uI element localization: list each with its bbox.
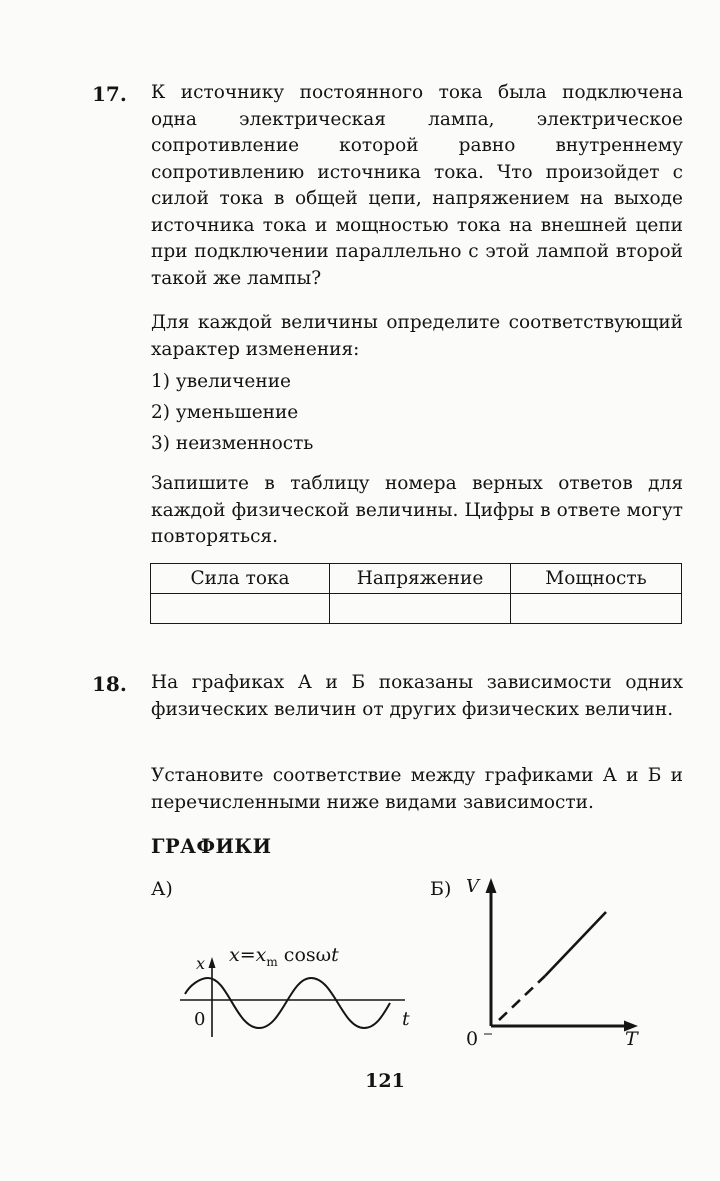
header-current: Сила тока xyxy=(151,564,330,594)
graph-b-y-label: V xyxy=(466,876,479,897)
graph-a-label: А) xyxy=(151,878,173,900)
question-18-number: 18. xyxy=(92,672,127,696)
page-number: 121 xyxy=(365,1070,405,1092)
formula-equals: = xyxy=(239,944,256,966)
graphs-section-title: ГРАФИКИ xyxy=(151,835,272,858)
graph-b-x-label: T xyxy=(625,1028,638,1050)
question-17-text: К источнику постоянного тока была подключена одна электрическая лампа, электрическое сопротивление которой равно внутреннему сопротивлению источника тока. Что произойдет с силой тока в общей цепи, напряжением на выходе источника тока и мощностью тока на внешней цепи при подключении параллельно с этой лампой второй такой же лампы? xyxy=(151,82,683,289)
formula-lhs: x xyxy=(229,944,240,966)
graph-a-origin: 0 xyxy=(194,1009,206,1030)
graph-b-y-arrow xyxy=(486,878,497,893)
formula-time: t xyxy=(331,944,339,966)
formula-function: cosω xyxy=(283,944,332,966)
question-17-number: 17. xyxy=(92,82,127,106)
graph-b-label: Б) xyxy=(430,878,452,900)
formula-var: x xyxy=(255,944,267,966)
option-1: 1) увеличение xyxy=(151,371,291,392)
graph-a-y-label: x xyxy=(196,954,206,973)
option-2: 2) уменьшение xyxy=(151,402,299,423)
option-3: 3) неизменность xyxy=(151,433,314,454)
question-17-note: Запишите в таблицу номера верных ответов для каждой физической величины. Цифры в ответе могут повторяться. xyxy=(151,473,683,547)
graph-b-dashed-segment xyxy=(499,976,545,1020)
header-power: Мощность xyxy=(511,564,682,594)
graph-b-linear-line xyxy=(545,912,606,976)
header-voltage: Напряжение xyxy=(330,564,511,594)
question-18-instruction: Установите соответствие между графиками А и Б и перечисленными ниже видами зависимости. xyxy=(151,765,683,813)
graph-b-origin: 0 xyxy=(466,1028,479,1050)
question-18-text: На графиках А и Б показаны зависимости одних физических величин от других физических величин. xyxy=(151,672,683,720)
question-17-instruction: Для каждой величины определите соответствующий характер изменения: xyxy=(151,312,683,360)
formula-subscript: m xyxy=(266,954,278,969)
graph-a-x-label: t xyxy=(402,1008,410,1030)
